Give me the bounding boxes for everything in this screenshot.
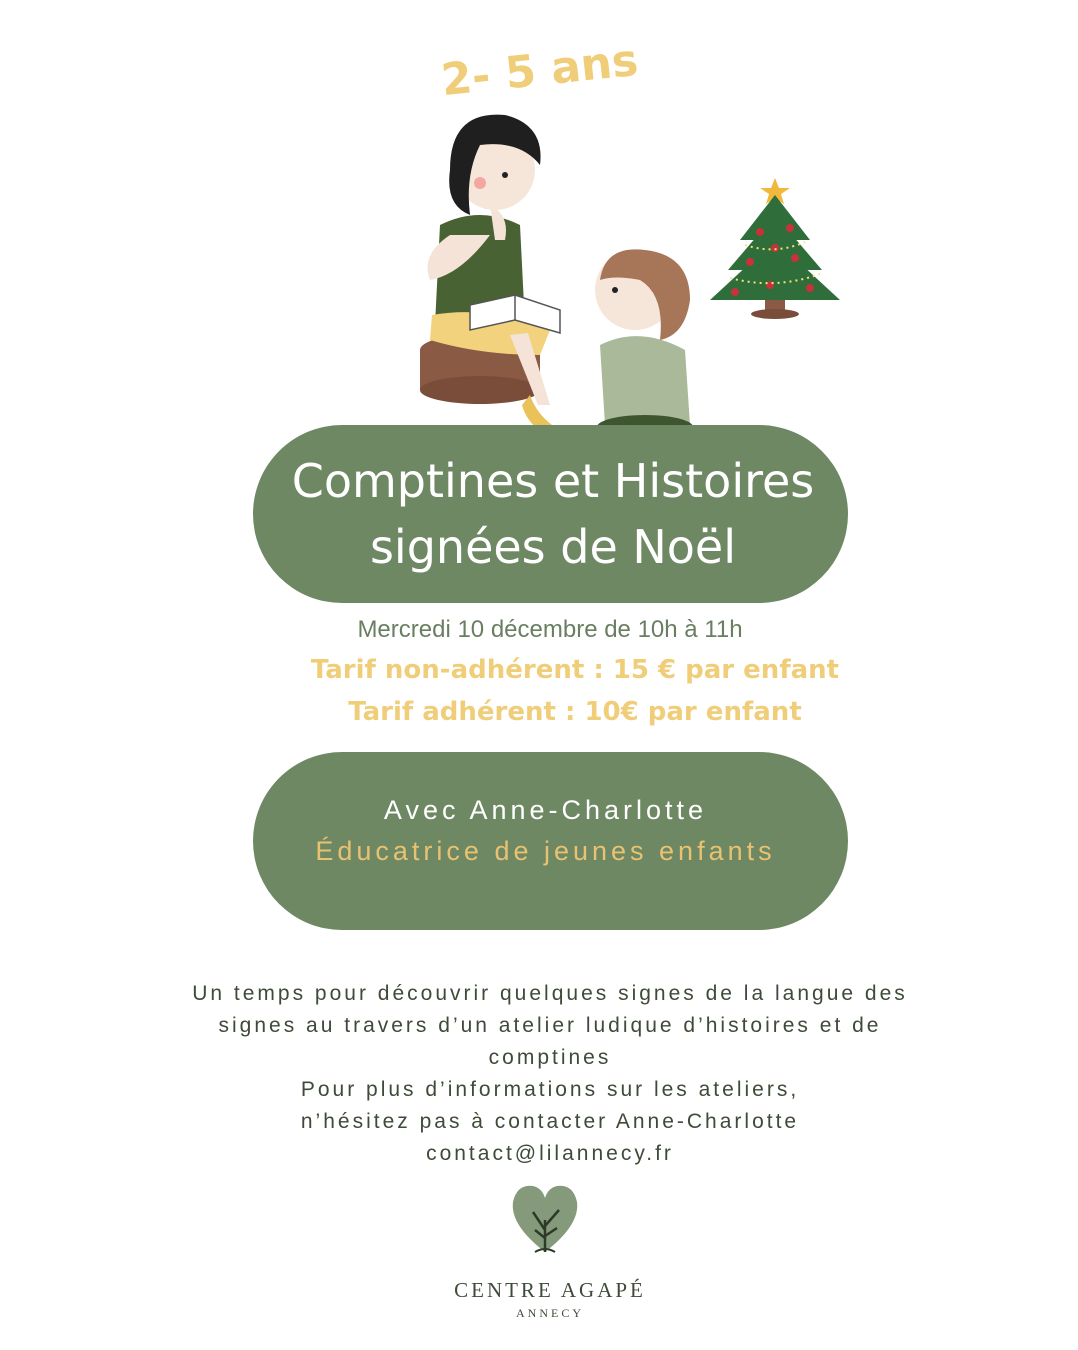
price-non-member: Tarif non-adhérent : 15 € par enfant [310, 655, 840, 685]
event-date: Mercredi 10 décembre de 10h à 11h [357, 616, 743, 643]
brand-name: CENTRE AGAPÉ [454, 1278, 646, 1302]
description-line: comptines [488, 1046, 612, 1069]
host-role: Éducatrice de jeunes enfants [315, 836, 776, 866]
contact-email[interactable]: contact@lilannecy.fr [426, 1142, 674, 1165]
tree-heart-logo-icon [505, 1180, 585, 1260]
host-name: Avec Anne-Charlotte [383, 795, 708, 825]
event-title [253, 448, 853, 580]
age-badge: 2- 5 ans [439, 34, 641, 106]
description [110, 978, 990, 1170]
description-line: signes au travers d’un atelier ludique d’histoires et de [218, 1014, 882, 1037]
description-line: Pour plus d’informations sur les ateliers, [300, 1078, 800, 1101]
christmas-tree-icon [700, 170, 850, 325]
price-member: Tarif adhérent : 10€ par enfant [348, 697, 802, 727]
illustration-woman-child-reading [410, 105, 710, 455]
title-line-2: signées de Noël [369, 520, 737, 574]
brand-city: ANNECY [516, 1306, 584, 1320]
description-line: n’hésitez pas à contacter Anne-Charlotte [300, 1110, 800, 1133]
description-line: Un temps pour découvrir quelques signes de la langue des [192, 982, 908, 1005]
title-line-1: Comptines et Histoires [291, 454, 815, 508]
